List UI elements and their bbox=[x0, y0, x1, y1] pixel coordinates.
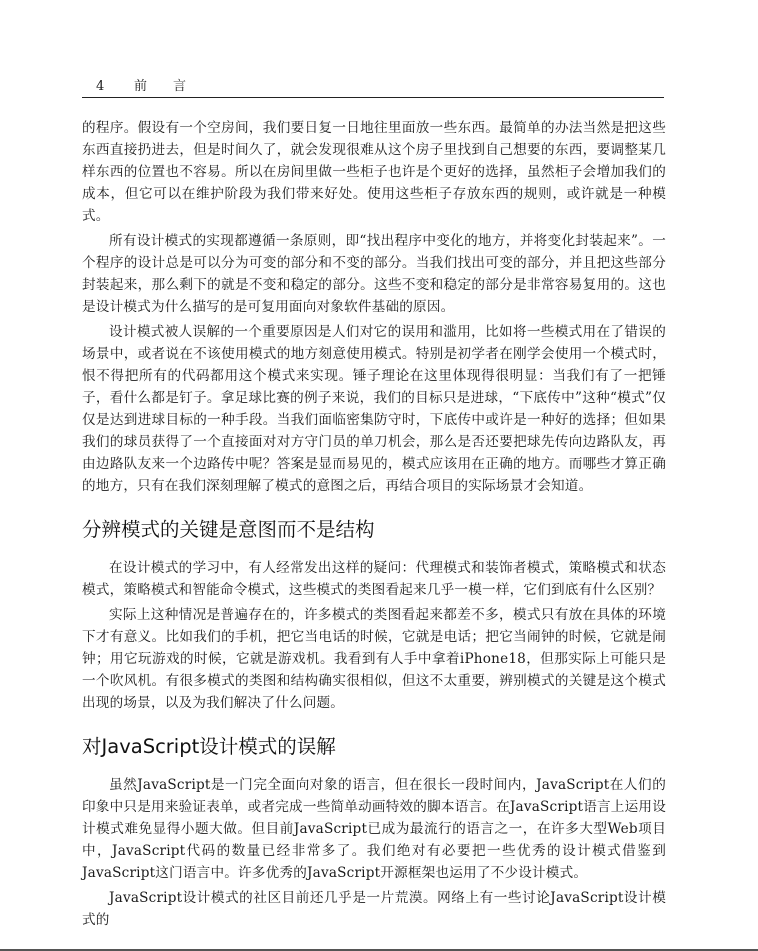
section-heading: 分辨模式的关键是意图而不是结构 bbox=[82, 518, 375, 541]
page-number: 4 bbox=[96, 79, 105, 94]
paragraph-continued: 的程序。假设有一个空房间，我们要日复一日地往里面放一些东西。最简单的办法当然是把这些东西直接扔进去，但是时间久了，就会发现很难从这个房子里找到自己想要的东西，要调整某几样东西的位置也不容易。所以在房间里做一些柜子也许是个更好的选择，虽然柜子会增加我们的成本，但它可以在维护阶段为我们带来好处。使用这些柜子存放东西的规则，或许就是一种模式。 bbox=[82, 120, 666, 224]
paragraph: 在设计模式的学习中，有人经常发出这样的疑问：代理模式和装饰者模式，策略模式和状态模式，策略模式和智能命令模式，这些模式的类图看起来几乎一模一样，它们到底有什么区别？ bbox=[82, 560, 666, 598]
section-heading: 对JavaScript设计模式的误解 bbox=[82, 735, 336, 758]
page-header bbox=[82, 78, 664, 98]
paragraph: 实际上这种情况是普遍存在的，许多模式的类图看起来都差不多，模式只有放在具体的环境下才有意义。比如我们的手机，把它当电话的时候，它就是电话；把它当闹钟的时候，它就是闹钟；用它玩游戏的时候，它就是游戏机。我看到有人手中拿着iPhone18，但那实际上可能只是一个吹风机。有很多模式的类图和结构确实很相似，但这不太重要，辨别模式的关键是这个模式出现的场景，以及为我们解决了什么问题。 bbox=[82, 607, 666, 711]
page-body bbox=[82, 117, 666, 934]
running-title: 前言 bbox=[134, 79, 213, 94]
paragraph: 设计模式被人误解的一个重要原因是人们对它的误用和滥用，比如将一些模式用在了错误的场景中，或者说在不该使用模式的地方刻意使用模式。特别是初学者在刚学会使用一个模式时，恨不得把所有的代码都用这个模式来实现。锤子理论在这里体现得很明显：当我们有了一把锤子，看什么都是钉子。拿足球比赛的例子来说，我们的目标只是进球，“下底传中”这种“模式”仅仅是达到进球目标的一种手段。当我们面临密集防守时，下底传中或许是一种好的选择；但如果我们的球员获得了一个直接面对对方守门员的单刀机会，那么是否还要把球先传向边路队友，再由边路队友来一个边路传中呢？答案是显而易见的，模式应该用在正确的地方。而哪些才算正确的地方，只有在我们深刻理解了模式的意图之后，再结合项目的实际场景才会知道。 bbox=[82, 324, 666, 494]
paragraph: 所有设计模式的实现都遵循一条原则，即“找出程序中变化的地方，并将变化封装起来”。一个程序的设计总是可以分为可变的部分和不变的部分。当我们找出可变的部分，并且把这些部分封装起来，那么剩下的就是不变和稳定的部分。这些不变和稳定的部分是非常容易复用的。这也是设计模式为什么描写的是可复用面向对象软件基础的原因。 bbox=[82, 233, 666, 315]
paragraph: 虽然JavaScript是一门完全面向对象的语言，但在很长一段时间内，JavaScript在人们的印象中只是用来验证表单，或者完成一些简单动画特效的脚本语言。在JavaScript语言上运用设计模式难免显得小题大做。但目前JavaScript已成为最流行的语言之一，在许多大型Web项目中，JavaScript代码的数量已经非常多了。我们绝对有必要把一些优秀的设计模式借鉴到JavaScript这门语言中。许多优秀的JavaScript开源框架也运用了不少设计模式。 bbox=[82, 777, 666, 881]
paragraph: JavaScript设计模式的社区目前还几乎是一片荒漠。网络上有一些讨论JavaScript设计模式的 bbox=[82, 890, 666, 928]
